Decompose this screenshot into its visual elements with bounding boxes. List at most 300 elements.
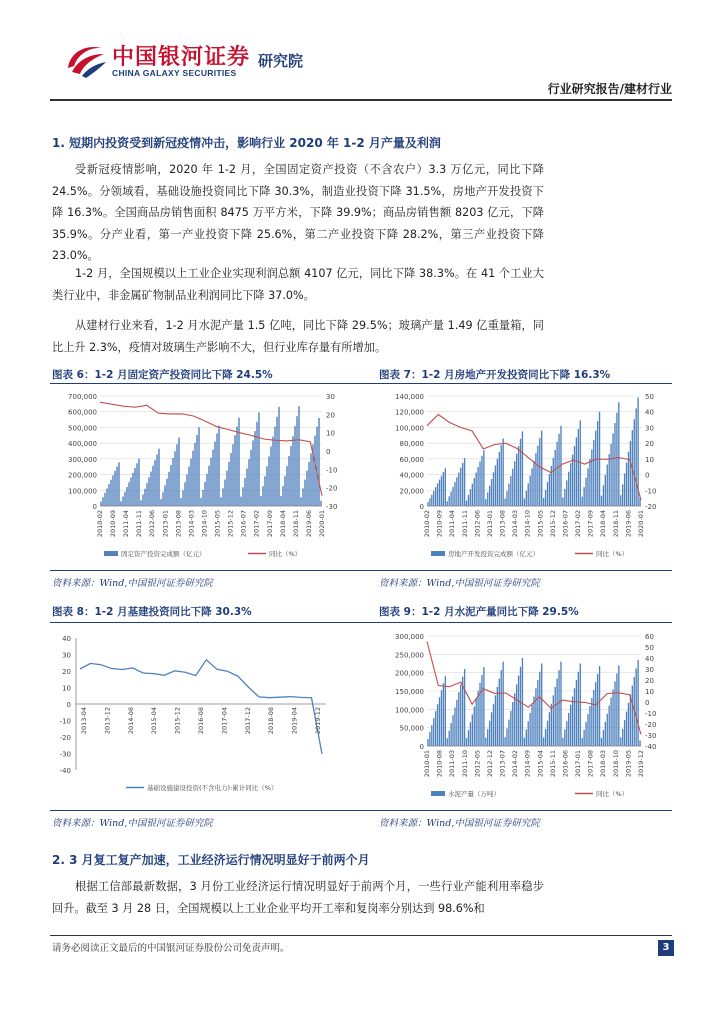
- bar: [512, 702, 513, 746]
- bar: [168, 472, 169, 506]
- bar: [483, 450, 484, 506]
- y-right-tick-label: -40: [645, 743, 657, 751]
- y-tick-label: -10: [59, 717, 71, 726]
- section-2-paragraph-1: 根据工信部最新数据，3 月份工业经济运行情况明显好于前两个月，一些行业产能利用率稳步回升。截至 3 月 28 日，全国规模以上工业企业平均开工率和复岗率分别达到 98.6%和: [52, 880, 544, 915]
- y-right-tick-label: -30: [645, 732, 657, 740]
- x-tick-label: 2020-01: [637, 510, 645, 538]
- bar: [582, 738, 583, 746]
- x-tick-label: 2014-02: [511, 750, 520, 778]
- x-tick-label: 2010-02: [423, 510, 431, 538]
- y-right-tick-label: 10: [645, 688, 654, 696]
- bar: [124, 492, 125, 506]
- x-tick-label: 2017-08: [586, 750, 595, 778]
- x-tick-label: 2018-10: [611, 750, 620, 778]
- figure-8-source: 资料来源：Wind,中国银河证券研究院: [52, 818, 213, 829]
- bar: [240, 497, 241, 506]
- y-left-tick-label: 400,000: [68, 440, 97, 449]
- x-tick-label: 2019-05: [624, 750, 633, 778]
- bar: [286, 466, 287, 506]
- y-left-tick-label: 0: [92, 503, 97, 511]
- bar: [144, 489, 145, 506]
- bar: [595, 682, 596, 746]
- figure-row-2-bottom-rule: [50, 810, 672, 811]
- bar: [441, 476, 442, 506]
- x-tick-label: 2013-01: [161, 510, 170, 538]
- bar: [300, 497, 301, 506]
- y-left-tick-label: 100,000: [395, 424, 424, 433]
- bar: [570, 463, 571, 506]
- bar: [246, 469, 247, 506]
- bar: [458, 472, 459, 506]
- bar: [609, 454, 610, 506]
- bar: [142, 495, 143, 506]
- x-tick-label: 2013-01: [485, 510, 494, 538]
- bar: [574, 446, 575, 506]
- bar: [587, 714, 588, 746]
- bar: [585, 478, 586, 506]
- bar: [597, 674, 598, 746]
- x-tick-label: 2014-10: [523, 510, 532, 538]
- bar: [466, 738, 467, 746]
- bar: [110, 480, 111, 506]
- bar: [435, 487, 436, 506]
- bar: [585, 722, 586, 746]
- bar: [148, 477, 149, 506]
- bar: [566, 721, 567, 746]
- bar: [188, 467, 189, 506]
- bar: [506, 491, 507, 506]
- legend-bar-swatch: [431, 791, 445, 796]
- legend-bar-label: 固定资产投资完成额（亿元）: [121, 550, 206, 558]
- bar: [545, 729, 546, 746]
- bar: [254, 431, 255, 506]
- x-tick-label: 2017-12: [243, 707, 252, 735]
- x-tick-label: 2017-09: [265, 510, 274, 538]
- bar: [491, 479, 492, 506]
- bar: [626, 463, 627, 506]
- bar: [208, 466, 209, 506]
- bar: [200, 498, 201, 506]
- bar: [218, 426, 219, 506]
- bar: [472, 714, 473, 746]
- bar: [316, 427, 317, 506]
- bar: [320, 501, 321, 506]
- bar: [522, 431, 523, 506]
- bar: [508, 484, 509, 506]
- bar: [614, 681, 615, 746]
- y-right-tick-label: 50: [645, 644, 654, 652]
- bar: [607, 714, 608, 746]
- report-type: 行业研究报告/建材行业: [547, 82, 672, 96]
- y-right-tick-label: 0: [326, 448, 331, 456]
- bar: [212, 450, 213, 506]
- bar: [593, 440, 594, 506]
- y-left-tick-label: 40,000: [399, 471, 424, 480]
- y-right-tick-label: -10: [326, 466, 338, 475]
- bar: [487, 492, 488, 506]
- x-tick-label: 2018-11: [611, 510, 620, 538]
- x-tick-label: 2013-07: [498, 750, 507, 778]
- bar: [454, 482, 455, 506]
- bar: [474, 478, 475, 506]
- bar: [510, 476, 511, 506]
- bar: [134, 468, 135, 506]
- bar: [556, 679, 557, 746]
- bar: [518, 446, 519, 506]
- x-tick-label: 2011-11: [135, 510, 144, 538]
- bar: [632, 686, 633, 746]
- y-left-tick-label: 120,000: [395, 408, 424, 417]
- bar: [568, 472, 569, 506]
- x-tick-label: 2015-04: [536, 750, 545, 778]
- bar: [202, 490, 203, 506]
- bar: [472, 484, 473, 506]
- bar: [539, 672, 540, 746]
- bar: [607, 465, 608, 506]
- bar: [583, 487, 584, 506]
- y-left-tick-label: 100,000: [395, 706, 424, 715]
- bar: [294, 426, 295, 506]
- bar: [204, 482, 205, 506]
- bar: [126, 487, 127, 506]
- bar: [132, 473, 133, 506]
- x-tick-label: 2011-03: [448, 750, 457, 778]
- bar: [630, 441, 631, 506]
- bar: [535, 453, 536, 506]
- bar: [572, 455, 573, 506]
- bar: [466, 500, 467, 506]
- bar: [460, 468, 461, 506]
- bar: [487, 729, 488, 746]
- bar: [474, 707, 475, 746]
- bar: [499, 452, 500, 506]
- bar: [543, 498, 544, 506]
- x-tick-label: 2017-04: [220, 707, 229, 735]
- y-left-tick-label: 50,000: [399, 724, 424, 733]
- bar: [470, 722, 471, 746]
- bar: [504, 499, 505, 506]
- bar: [234, 435, 235, 506]
- bar: [450, 723, 451, 746]
- x-tick-label: 2019-04: [290, 707, 299, 735]
- bar: [624, 720, 625, 746]
- x-tick-label: 2014-03: [511, 510, 520, 538]
- bar: [560, 662, 561, 746]
- bar: [603, 485, 604, 506]
- x-tick-label: 2018-11: [291, 510, 300, 538]
- bar: [180, 498, 181, 506]
- figure-9-source: 资料来源：Wind,中国银河证券研究院: [379, 818, 540, 829]
- bar: [435, 711, 436, 746]
- bar: [470, 489, 471, 506]
- figure-6-source: 资料来源：Wind,中国银河证券研究院: [52, 578, 213, 589]
- bar: [528, 721, 529, 746]
- bar: [462, 463, 463, 506]
- y-left-tick-label: 200,000: [395, 669, 424, 678]
- bar: [182, 490, 183, 506]
- bar: [302, 488, 303, 506]
- bar: [468, 495, 469, 506]
- x-tick-label: 2013-04: [80, 707, 88, 735]
- x-tick-label: 2014-10: [200, 510, 209, 538]
- bar: [637, 660, 638, 746]
- bar: [526, 491, 527, 506]
- bar: [620, 737, 621, 746]
- x-tick-label: 2013-08: [498, 510, 507, 538]
- bar: [250, 450, 251, 506]
- bar: [516, 454, 517, 506]
- bar: [458, 692, 459, 746]
- bar: [497, 459, 498, 506]
- bar: [591, 449, 592, 506]
- bar: [104, 493, 105, 506]
- bar: [516, 684, 517, 746]
- bar: [589, 706, 590, 746]
- x-tick-label: 2014-08: [126, 707, 135, 735]
- y-right-tick-label: 20: [645, 677, 654, 685]
- x-tick-label: 2016-07: [561, 510, 570, 538]
- legend-line-label: 同比（%）: [269, 550, 302, 558]
- bar: [164, 485, 165, 506]
- bar: [558, 670, 559, 746]
- bar: [431, 725, 432, 746]
- figure-9-chart: [379, 628, 671, 806]
- x-tick-label: 2011-11: [460, 510, 469, 538]
- bar: [310, 453, 311, 506]
- bar: [464, 458, 465, 506]
- y-tick-label: -40: [59, 767, 71, 775]
- bar: [549, 712, 550, 746]
- institute-label: 研究院: [258, 52, 304, 70]
- bar: [514, 693, 515, 746]
- bar: [447, 501, 448, 506]
- bar: [501, 445, 502, 506]
- y-tick-label: 30: [62, 651, 71, 660]
- bar: [236, 427, 237, 506]
- bar: [616, 413, 617, 506]
- y-left-tick-label: 300,000: [68, 455, 97, 464]
- x-tick-label: 2012-06: [148, 510, 157, 538]
- bar: [618, 402, 619, 506]
- bar: [609, 706, 610, 746]
- legend-line-label: 基础设施建设投资(不含电力):累计同比（%）: [147, 784, 278, 792]
- x-tick-label: 2019-12: [637, 750, 645, 778]
- legend-line-label: 同比（%）: [596, 550, 629, 558]
- bar: [495, 465, 496, 506]
- bar: [226, 471, 227, 506]
- bar: [475, 473, 476, 506]
- bar: [499, 679, 500, 746]
- x-tick-label: 2016-07: [239, 510, 248, 538]
- bar: [587, 468, 588, 506]
- bar: [160, 499, 161, 506]
- section-2-title: 2. 3 月复工复产加速，工业经济运行情况明显好于前两个月: [52, 853, 370, 867]
- figure-8-chart: [52, 628, 352, 806]
- bar: [501, 670, 502, 746]
- bar: [154, 460, 155, 506]
- bar: [475, 699, 476, 746]
- y-left-tick-label: 100,000: [68, 487, 97, 496]
- bar: [427, 502, 428, 506]
- bar: [481, 675, 482, 746]
- bar: [610, 444, 611, 506]
- bar: [443, 683, 444, 746]
- brand-name-cn: 中国银河证券: [112, 45, 251, 70]
- galaxy-logo-icon: [60, 38, 110, 82]
- bar: [304, 480, 305, 506]
- bar: [539, 438, 540, 506]
- x-tick-label: 2014-03: [187, 510, 196, 538]
- bar: [497, 687, 498, 746]
- bar: [610, 698, 611, 746]
- y-right-tick-label: 10: [326, 429, 335, 438]
- bar: [558, 434, 559, 506]
- bar: [522, 658, 523, 746]
- y-right-tick-label: 60: [645, 633, 654, 641]
- bar: [620, 495, 621, 506]
- bar: [583, 730, 584, 746]
- bar: [634, 419, 635, 506]
- bar: [452, 487, 453, 506]
- bar: [564, 730, 565, 747]
- bar: [448, 496, 449, 506]
- bar: [248, 459, 249, 506]
- figure-9-caption: 图表 9：1-2 月水泥产量同比下降 29.5%: [379, 606, 579, 618]
- bar: [597, 421, 598, 506]
- y-right-tick-label: 40: [645, 655, 654, 663]
- x-tick-label: 2016-08: [197, 707, 205, 735]
- y-right-tick-label: -10: [645, 710, 657, 718]
- y-right-tick-label: -30: [326, 503, 338, 511]
- bar: [429, 498, 430, 506]
- x-tick-label: 2015-04: [150, 707, 159, 735]
- x-tick-label: 2010-02: [96, 510, 104, 538]
- x-tick-label: 2017-02: [252, 510, 261, 538]
- bar: [427, 739, 428, 746]
- bar: [502, 438, 503, 506]
- figure-7-caption: 图表 7：1-2 月房地产开发投资同比下降 16.3%: [379, 369, 611, 381]
- bar: [433, 491, 434, 506]
- y-right-tick-label: 0: [645, 699, 650, 707]
- bar: [146, 483, 147, 506]
- y-left-tick-label: 600,000: [68, 408, 97, 417]
- bar: [578, 672, 579, 746]
- bar: [130, 478, 131, 506]
- y-left-tick-label: 0: [419, 743, 424, 751]
- bar: [578, 429, 579, 506]
- x-tick-label: 2019-06: [304, 510, 313, 538]
- legend-bar-label: 房地产开发投资完成额（亿元）: [448, 550, 539, 558]
- bar: [612, 690, 613, 746]
- bar: [206, 474, 207, 506]
- bar: [452, 715, 453, 746]
- bar: [262, 486, 263, 506]
- y-left-tick-label: 20,000: [399, 487, 424, 496]
- x-tick-label: 2019-12: [314, 707, 322, 735]
- bar: [290, 446, 291, 506]
- bar: [485, 738, 486, 746]
- y-left-tick-label: 700,000: [68, 393, 97, 401]
- x-tick-label: 2011-04: [448, 510, 457, 538]
- bar: [477, 467, 478, 506]
- bar: [639, 741, 640, 747]
- bar: [616, 673, 617, 746]
- bar: [526, 730, 527, 747]
- bar: [120, 501, 121, 506]
- bar: [464, 669, 465, 746]
- y-left-tick-label: 300,000: [395, 633, 424, 641]
- section-1-title: 1. 短期内投资受到新冠疫情冲击，影响行业 2020 年 1-2 月产量及利润: [52, 136, 441, 150]
- figure-7-chart: [379, 388, 671, 566]
- y-right-tick-label: 40: [645, 408, 654, 417]
- series-line: [80, 660, 322, 754]
- x-tick-label: 2015-12: [548, 510, 557, 538]
- bar: [556, 442, 557, 506]
- brand-logo: [60, 38, 110, 82]
- bar: [298, 406, 299, 506]
- y-right-tick-label: 0: [645, 471, 650, 480]
- bar: [601, 738, 602, 746]
- x-tick-label: 2012-06: [473, 510, 482, 538]
- bar: [545, 490, 546, 506]
- bar: [116, 467, 117, 506]
- bar: [528, 483, 529, 506]
- bar: [489, 486, 490, 506]
- bar: [112, 475, 113, 506]
- y-left-tick-label: 80,000: [399, 440, 424, 449]
- bar: [529, 713, 530, 746]
- bar: [533, 461, 534, 506]
- x-tick-label: 2010-08: [435, 750, 444, 778]
- x-tick-label: 2018-04: [599, 510, 608, 538]
- y-right-tick-label: 30: [645, 666, 654, 674]
- bar: [106, 489, 107, 506]
- y-right-tick-label: 30: [645, 424, 654, 433]
- bar: [318, 418, 319, 506]
- bar: [238, 418, 239, 506]
- x-tick-label: 2017-01: [574, 750, 583, 778]
- x-tick-label: 2015-05: [536, 510, 545, 538]
- y-left-tick-label: 500,000: [68, 424, 97, 433]
- bar: [570, 705, 571, 746]
- bar: [622, 484, 623, 506]
- bar: [599, 666, 600, 746]
- bar: [485, 499, 486, 506]
- bar: [114, 471, 115, 506]
- bar: [194, 443, 195, 506]
- x-tick-label: 2013-08: [174, 510, 183, 538]
- bar: [512, 469, 513, 506]
- bar: [437, 483, 438, 506]
- figure-row-2-top-rule: [50, 622, 672, 623]
- bar: [220, 497, 221, 506]
- bar: [170, 465, 171, 506]
- bar: [216, 434, 217, 506]
- bar: [541, 664, 542, 747]
- bar: [551, 704, 552, 746]
- bar: [495, 695, 496, 746]
- bar: [493, 704, 494, 746]
- section-1-paragraph-3: 从建材行业来看，1-2 月水泥产量 1.5 亿吨，同比下降 29.5%；玻璃产量 1.49 亿重量箱，同比上升 2.3%，疫情对玻璃生产影响不大，但行业库存量有所增加。: [52, 319, 544, 354]
- bar: [529, 476, 530, 506]
- y-right-tick-label: -20: [645, 503, 657, 511]
- x-tick-label: 2015-11: [548, 750, 557, 778]
- x-tick-label: 2017-09: [586, 510, 595, 538]
- bar: [454, 708, 455, 747]
- bar: [564, 489, 565, 506]
- bar: [441, 690, 442, 746]
- bar: [537, 680, 538, 746]
